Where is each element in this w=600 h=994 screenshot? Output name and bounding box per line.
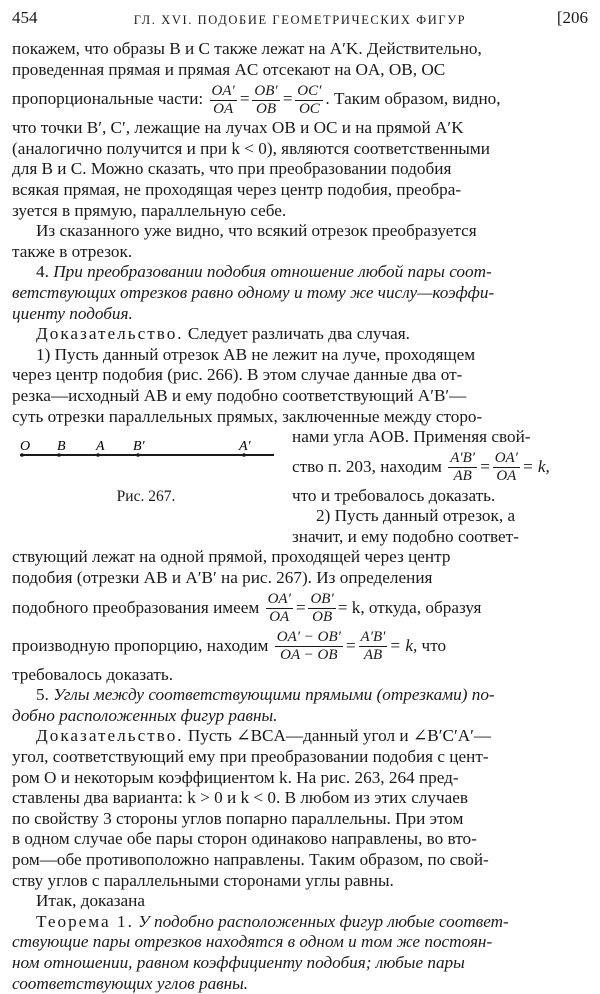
line: циенту подобия. — [12, 303, 133, 323]
line: ном отношении, равном коэффициенту подобия; любые пары — [12, 952, 465, 972]
fraction: $\frac{OA'}{OA}$ — [211, 82, 235, 117]
line: добно расположенных фигур равны. — [12, 705, 278, 725]
line: проведенная прямая и прямая AC отсекают на OA, OB, OC — [12, 59, 446, 79]
section-number: [206 — [556, 8, 588, 27]
line: всякая прямая, не проходящая через центр подобия, преобра- — [12, 179, 462, 199]
line: что точки B′, C′, лежащие на лучах OB и OC и на прямой A′K — [12, 118, 464, 138]
proposition-5: 5. Углы между соответствующими прямыми (отрезками) по- — [36, 685, 495, 705]
label-b-prime: B′ — [133, 439, 145, 454]
fraction: $\frac{A'B'}{AB}$ — [450, 450, 476, 485]
line: ром—обе противоположно направлены. Таким образом, по свой- — [12, 850, 489, 869]
line: угол, соответствующий ему при преобразовании подобия с цент- — [12, 747, 489, 767]
line: Из сказанного уже видно, что всякий отрезок преобразуется — [36, 221, 477, 241]
line: ствующий лежат на одной прямой, проходящей через центр — [12, 547, 451, 567]
line: в одном случае обе пары сторон одинаково направлены, во вто- — [12, 829, 477, 849]
line: для B и C. Можно сказать, что при преобразовании подобия — [12, 159, 452, 179]
line: нами угла AOB. Применяя свой- — [292, 427, 531, 447]
line: ствующие пары отрезков находятся в одном и том же постоян- — [12, 932, 493, 952]
line: что и требовалось доказать. — [292, 485, 496, 505]
line: резка—исходный AB и ему подобно соответствующий A′B′— — [12, 385, 467, 405]
running-title: ГЛ. XVI. ПОДОБИЕ ГЕОМЕТРИЧЕСКИХ ФИГУР — [133, 13, 467, 27]
page-body — [12, 39, 588, 994]
line: суть отрезки параллельных прямых, заключенные между сторо- — [12, 406, 483, 426]
line: зуется в прямую, параллельную себе. — [12, 200, 287, 220]
line: требовалось доказать. — [12, 664, 173, 684]
line: 2) Пусть данный отрезок, а — [316, 506, 516, 526]
line: ставлены два варианта: k > 0 и k < 0. В любом из этих случаев — [12, 788, 469, 808]
fraction: $\frac{OA' - OB'}{OA - OB}$ — [276, 629, 341, 664]
label-a: A — [96, 439, 105, 454]
line-with-formula: ство п. 203, находим $\frac{A'B'}{AB}$ = $\frac{OA'}{OA}$ = k, — [292, 450, 550, 485]
proof-heading: Доказательство. Пусть ∠BCA—данный угол и ∠B′C′A′— — [36, 726, 492, 746]
line: подобия (отрезки AB и A′B′ на рис. 267). Из определения — [12, 568, 433, 588]
label-b: B — [57, 439, 66, 454]
label-o: O — [20, 439, 31, 454]
line: также в отрезок. — [12, 241, 133, 261]
line: ветствующих отрезков равно одному и тому же числу—коэффи- — [12, 282, 495, 302]
line: покажем, что образы B и C также лежат на A′K. Действительно, — [12, 39, 482, 58]
line: значит, и ему подобно соответ- — [292, 526, 519, 546]
line: 1) Пусть данный отрезок AB не лежит на луче, проходящем — [36, 344, 476, 364]
line: Итак, доказана — [36, 891, 146, 911]
line-with-formula: пропорциональные части: $\frac{OA'}{OA}$ = $\frac{OB'}{OB}$ = $\frac{OC'}{OC}$ . Таким образом, видно, — [12, 82, 501, 117]
fraction: $\frac{OA'}{OA}$ — [267, 591, 291, 626]
label-a-prime: A′ — [239, 439, 251, 454]
page-header — [12, 8, 588, 30]
line: соответствующих углов равны. — [12, 973, 249, 993]
line: ром O и некоторым коэффициентом k. На рис. 263, 264 пред- — [12, 767, 459, 787]
theorem-1: Теорема 1. У подобно расположенных фигур любые соответ- — [36, 911, 509, 931]
fraction: $\frac{OB'}{OB}$ — [254, 82, 278, 117]
line: (аналогично получится и при k < 0), являются соответственными — [12, 138, 490, 158]
fraction: $\frac{OC'}{OC}$ — [297, 82, 322, 117]
fraction: $\frac{OA'}{OA}$ — [494, 450, 518, 485]
page-number: 454 — [12, 8, 38, 27]
line-with-formula: производную пропорцию, находим $\frac{OA' - OB'}{OA - OB}$ = $\frac{A'B'}{AB}$ = k, что — [12, 629, 447, 664]
figure-caption: Рис. 267. — [116, 488, 176, 505]
line: по свойству 3 стороны углов попарно параллельны. При этом — [12, 808, 464, 828]
line: ству углов с параллельными сторонами углы равны. — [12, 870, 394, 890]
line-with-formula: подобного преобразования имеем $\frac{OA'}{OA}$ = $\frac{OB'}{OB}$ = k, откуда, образуя — [12, 591, 482, 626]
proof-heading: Доказательство. Следует различать два случая. — [36, 324, 410, 344]
fraction: $\frac{OB'}{OB}$ — [310, 591, 334, 626]
line: через центр подобия (рис. 266). В этом случае данные два от- — [12, 365, 463, 385]
fraction: $\frac{A'B'}{AB}$ — [360, 629, 386, 664]
proposition-4: 4. При преобразовании подобия отношение любой пары соот- — [36, 262, 492, 282]
